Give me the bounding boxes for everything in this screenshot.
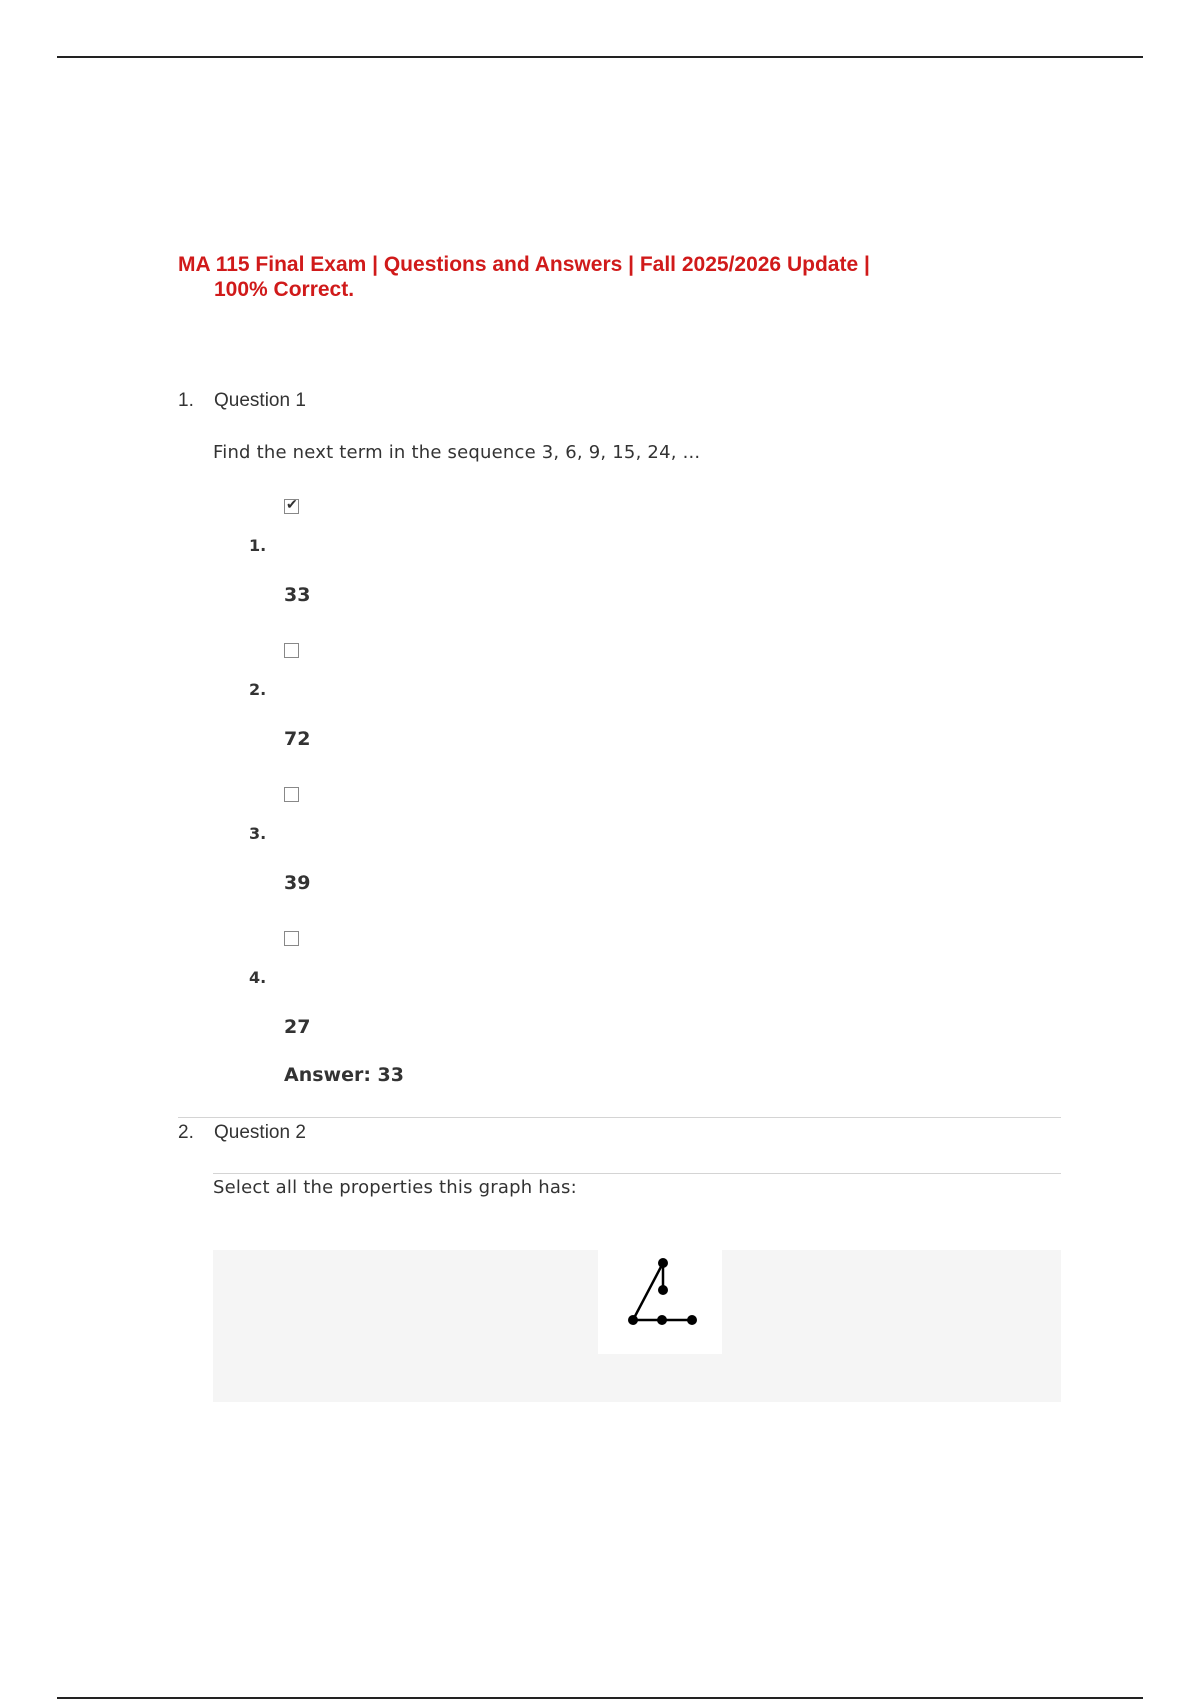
title-line-1: MA 115 Final Exam | Questions and Answers | Fall 2025/2026 Update | [178, 253, 870, 276]
option-3-value: 39 [284, 872, 311, 894]
question-2-header [178, 1122, 306, 1144]
option-3-checkbox[interactable] [284, 787, 299, 802]
answer-text: Answer: 33 [284, 1064, 405, 1086]
question-1-header [178, 390, 306, 412]
document-title [178, 252, 1028, 302]
option-4-checkbox[interactable] [284, 931, 299, 946]
header-rule [57, 56, 1143, 58]
question-label: Question 1 [214, 390, 306, 411]
footer-rule [57, 1697, 1143, 1699]
graph-vertex [628, 1315, 638, 1325]
question-divider [178, 1117, 1061, 1118]
graph-vertex [658, 1258, 668, 1268]
option-1-value: 33 [284, 584, 311, 606]
option-2-number: 2. [249, 680, 267, 699]
question-label: Question 2 [214, 1122, 306, 1143]
option-3-number: 3. [249, 824, 267, 843]
title-line-2: 100% Correct. [214, 278, 355, 301]
question-2-text-rule [213, 1173, 1061, 1174]
graph-image [598, 1250, 722, 1354]
graph-diagram [598, 1250, 722, 1354]
graph-vertex [657, 1315, 667, 1325]
option-2-value: 72 [284, 728, 311, 750]
graph-vertex [658, 1285, 668, 1295]
checkmark-icon: ✔ [286, 496, 298, 512]
question-2-text: Select all the properties this graph has: [213, 1177, 577, 1198]
option-1-checkbox[interactable] [284, 496, 299, 514]
option-4-value: 27 [284, 1016, 311, 1038]
graph-panel [213, 1250, 1061, 1402]
graph-vertex [687, 1315, 697, 1325]
question-number: 2. [178, 1122, 194, 1143]
question-1-text: Find the next term in the sequence 3, 6, 9, 15, 24, ... [213, 442, 701, 463]
option-2-checkbox[interactable] [284, 643, 299, 658]
question-number: 1. [178, 390, 194, 411]
option-1-number: 1. [249, 536, 267, 555]
option-4-number: 4. [249, 968, 267, 987]
